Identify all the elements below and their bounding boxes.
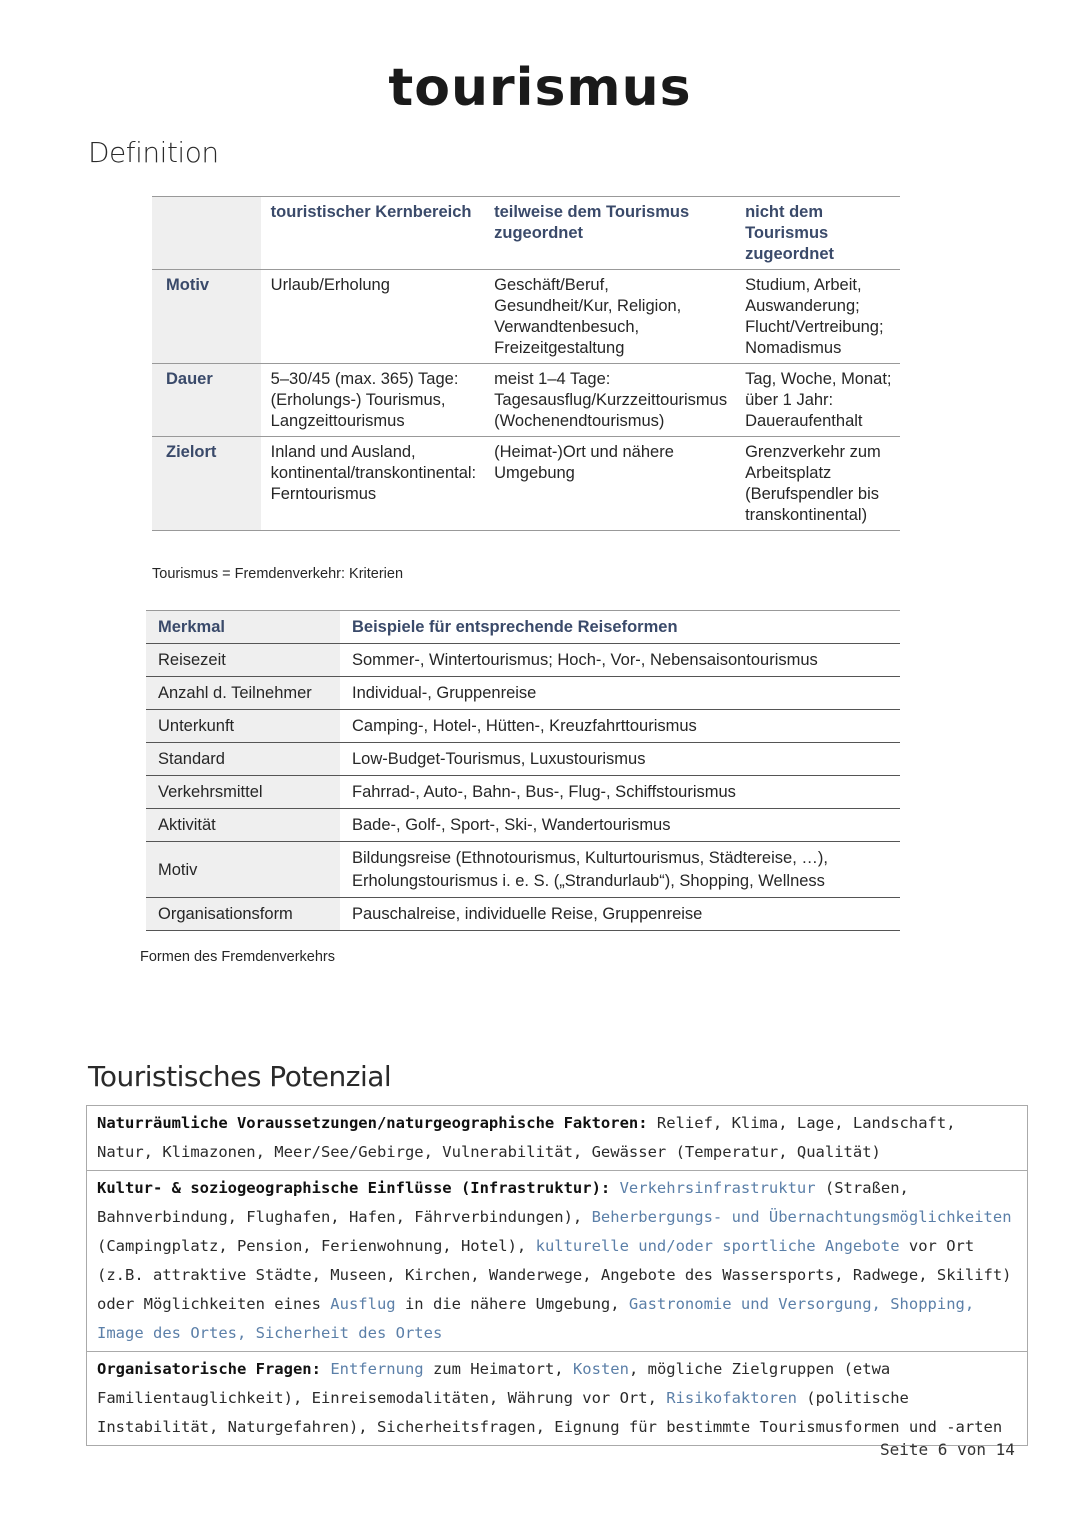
- highlight-text: Beherbergungs- und Übernachtungsmöglichkeiten: [591, 1208, 1012, 1226]
- row-label: Standard: [146, 743, 340, 776]
- potenzial-box: [86, 1105, 1028, 1446]
- highlight-text: Ausflug: [330, 1295, 396, 1313]
- table-cell: Studium, Arbeit, Auswanderung; Flucht/Vertreibung; Nomadismus: [745, 276, 884, 357]
- table-header-row: [146, 611, 900, 644]
- table-header-row: [152, 197, 900, 270]
- table-cell: Fahrrad-, Auto-, Bahn-, Bus-, Flug-, Schiffstourismus: [352, 783, 736, 801]
- page-title: tourismus: [388, 58, 692, 118]
- criteria-table: [152, 196, 900, 531]
- row-text: (politische Instabilität, Naturgefahren), Sicherheitsfragen, Eignung für bestimmte Tourismusformen und -arten: [97, 1389, 1003, 1436]
- row-text: Relief, Klima, Lage, Landschaft, Natur, Klimazonen, Meer/See/Gebirge, Vulnerabilität, Gewässer (Temperatur, Qualität): [97, 1114, 956, 1161]
- table-caption: Tourismus = Fremdenverkehr: Kriterien: [152, 566, 404, 582]
- header-cell: touristischer Kernbereich: [270, 203, 472, 221]
- forms-table: [146, 610, 900, 931]
- header-cell: nicht dem Tourismus zugeordnet: [745, 203, 834, 263]
- potenzial-row-culture: [87, 1171, 1027, 1352]
- table-row: [152, 364, 900, 437]
- table-cell: Individual-, Gruppenreise: [352, 684, 537, 702]
- potenzial-row-natural: [87, 1106, 1027, 1171]
- table-row: [146, 898, 900, 931]
- highlight-text: kulturelle und/oder sportliche Angebote: [535, 1237, 900, 1255]
- table-cell: Geschäft/Beruf, Gesundheit/Kur, Religion, Verwandtenbesuch, Freizeitgestaltung: [494, 276, 682, 357]
- row-label: Unterkunft: [146, 710, 340, 743]
- highlight-text: Risikofaktoren: [666, 1389, 797, 1407]
- table-row: [146, 677, 900, 710]
- table-row: [146, 842, 900, 898]
- row-label: Motiv: [152, 270, 261, 364]
- row-label: Organisationsform: [146, 898, 340, 931]
- table-row: [146, 710, 900, 743]
- highlight-text: Verkehrsinfrastruktur: [619, 1179, 816, 1197]
- row-label: Aktivität: [146, 809, 340, 842]
- table-cell: 5–30/45 (max. 365) Tage: (Erholungs-) Tourismus, Langzeittourismus: [270, 370, 459, 430]
- table-cell: Inland und Ausland, kontinental/transkontinental: Ferntourismus: [270, 443, 477, 503]
- row-heading: Kultur- & soziogeographische Einflüsse (Infrastruktur):: [97, 1179, 611, 1197]
- table-cell: Sommer-, Wintertourismus; Hoch-, Vor-, Nebensaisontourismus: [352, 651, 818, 669]
- table-row: [152, 437, 900, 531]
- table-cell: Bade-, Golf-, Sport-, Ski-, Wandertourismus: [352, 816, 671, 834]
- table-row: [146, 776, 900, 809]
- header-cell: Merkmal: [146, 611, 340, 644]
- header-cell: [152, 197, 261, 270]
- page-number: Seite 6 von 14: [880, 1440, 1015, 1459]
- section-heading-potenzial: Touristisches Potenzial: [88, 1060, 392, 1093]
- table-cell: Low-Budget-Tourismus, Luxustourismus: [352, 750, 646, 768]
- table-row: [146, 644, 900, 677]
- header-cell: Beispiele für entsprechende Reiseformen: [352, 618, 678, 636]
- row-text: zum Heimatort,: [423, 1360, 573, 1378]
- row-label: Verkehrsmittel: [146, 776, 340, 809]
- row-text: in die nähere Umgebung,: [395, 1295, 629, 1313]
- table-cell: meist 1–4 Tage: Tagesausflug/Kurzzeittourismus (Wochenendtourismus): [494, 370, 728, 430]
- highlight-text: Gastronomie und Versorgung, Shopping, Image des Ortes, Sicherheit des Ortes: [97, 1295, 975, 1342]
- row-label: Motiv: [146, 842, 340, 898]
- table-cell: Camping-, Hotel-, Hütten-, Kreuzfahrttourismus: [352, 717, 697, 735]
- table-caption: Formen des Fremdenverkehrs: [140, 949, 336, 965]
- table-row: [152, 270, 900, 364]
- row-label: Dauer: [152, 364, 261, 437]
- row-text: (Campingplatz, Pension, Ferienwohnung, Hotel),: [97, 1237, 536, 1255]
- row-label: Reisezeit: [146, 644, 340, 677]
- row-text: vor Ort (z.B. attraktive Städte, Museen, Kirchen, Wanderwege, Angebote des Wassersports, Radwege, Skilift) oder Möglichkeiten eines: [97, 1237, 1012, 1313]
- highlight-text: Kosten: [572, 1360, 629, 1378]
- header-cell: teilweise dem Tourismus zugeordnet: [494, 203, 690, 242]
- table-cell: Urlaub/Erholung: [270, 276, 390, 294]
- table-row: [146, 809, 900, 842]
- row-text: , mögliche Zielgruppen (etwa Familientauglichkeit), Einreisemodalitäten, Währung vor Ort,: [97, 1360, 891, 1407]
- table-cell: (Heimat-)Ort und nähere Umgebung: [494, 443, 674, 482]
- row-heading: Naturräumliche Voraussetzungen/naturgeographische Faktoren:: [97, 1114, 648, 1132]
- row-label: Anzahl d. Teilnehmer: [146, 677, 340, 710]
- table-cell: Pauschalreise, individuelle Reise, Gruppenreise: [352, 905, 703, 923]
- table-cell: Grenzverkehr zum Arbeitsplatz (Berufspendler bis transkontinental): [745, 443, 881, 524]
- row-text: (Straßen, Bahnverbindung, Flughafen, Hafen, Fährverbindungen),: [97, 1179, 909, 1226]
- section-heading-definition: Definition: [88, 136, 219, 169]
- table-cell: Bildungsreise (Ethnotourismus, Kulturtourismus, Städtereise, …), Erholungstourismus i. e. S. („Strandurlaub“), Shopping, Wellness: [352, 849, 828, 890]
- row-label: Zielort: [152, 437, 261, 531]
- highlight-text: Entfernung: [330, 1360, 424, 1378]
- table-row: [146, 743, 900, 776]
- table-cell: Tag, Woche, Monat; über 1 Jahr: Daueraufenthalt: [745, 370, 892, 430]
- potenzial-row-organisation: [87, 1352, 1027, 1445]
- row-heading: Organisatorische Fragen:: [97, 1360, 321, 1378]
